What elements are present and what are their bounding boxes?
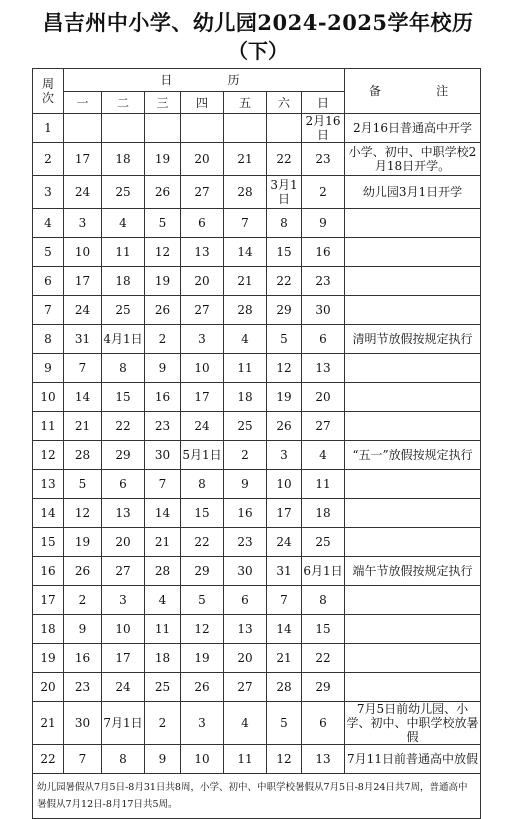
day-cell: 12 — [181, 615, 224, 644]
week-row — [33, 702, 481, 745]
week-note — [345, 209, 481, 238]
day-cell: 19 — [64, 528, 102, 557]
day-cell: 8 — [302, 586, 345, 615]
week-row — [33, 296, 481, 325]
week-note: 7月11日前普通高中放假 — [345, 745, 481, 774]
day-cell: 10 — [64, 238, 102, 267]
week-row — [33, 238, 481, 267]
day-header-fri: 五 — [224, 92, 267, 114]
day-cell: 6 — [302, 325, 345, 354]
day-cell — [64, 114, 102, 143]
week-number: 11 — [33, 412, 64, 441]
day-cell: 8 — [102, 745, 145, 774]
day-cell: 25 — [145, 673, 181, 702]
day-cell: 3 — [102, 586, 145, 615]
day-cell: 28 — [145, 557, 181, 586]
day-cell: 13 — [181, 238, 224, 267]
day-cell: 20 — [181, 143, 224, 176]
day-cell: 19 — [267, 383, 302, 412]
day-cell: 16 — [64, 644, 102, 673]
day-cell: 14 — [224, 238, 267, 267]
day-cell: 17 — [102, 644, 145, 673]
day-cell: 3 — [181, 702, 224, 745]
day-cell: 6 — [224, 586, 267, 615]
day-cell: 10 — [181, 745, 224, 774]
day-cell: 12 — [145, 238, 181, 267]
day-cell: 28 — [64, 441, 102, 470]
week-row — [33, 528, 481, 557]
day-cell: 28 — [224, 176, 267, 209]
week-note — [345, 470, 481, 499]
day-cell: 24 — [64, 176, 102, 209]
week-note: 幼儿园3月1日开学 — [345, 176, 481, 209]
day-cell: 27 — [302, 412, 345, 441]
day-cell: 25 — [224, 412, 267, 441]
day-cell: 20 — [181, 267, 224, 296]
day-cell: 4 — [302, 441, 345, 470]
week-number: 8 — [33, 325, 64, 354]
week-row — [33, 557, 481, 586]
day-cell: 18 — [145, 644, 181, 673]
day-cell: 4月1日 — [102, 325, 145, 354]
week-number: 9 — [33, 354, 64, 383]
week-row — [33, 499, 481, 528]
day-cell: 6 — [102, 470, 145, 499]
week-number: 21 — [33, 702, 64, 745]
day-cell: 15 — [267, 238, 302, 267]
day-cell: 9 — [64, 615, 102, 644]
day-cell: 14 — [64, 383, 102, 412]
day-cell: 27 — [181, 296, 224, 325]
day-cell: 13 — [224, 615, 267, 644]
day-cell: 23 — [302, 143, 345, 176]
day-cell: 13 — [302, 745, 345, 774]
week-row — [33, 209, 481, 238]
day-cell: 19 — [145, 143, 181, 176]
day-cell: 18 — [102, 267, 145, 296]
day-cell: 17 — [64, 143, 102, 176]
day-header-thu: 四 — [181, 92, 224, 114]
day-cell: 2 — [145, 702, 181, 745]
day-cell: 10 — [267, 470, 302, 499]
day-cell: 28 — [224, 296, 267, 325]
day-cell — [181, 114, 224, 143]
week-number: 14 — [33, 499, 64, 528]
day-cell: 31 — [267, 557, 302, 586]
day-cell: 17 — [267, 499, 302, 528]
day-header-wed: 三 — [145, 92, 181, 114]
day-cell — [267, 114, 302, 143]
week-note — [345, 644, 481, 673]
school-calendar-table — [32, 68, 481, 819]
week-column-header: 周 次 — [33, 69, 64, 114]
day-cell: 30 — [302, 296, 345, 325]
day-cell: 3 — [64, 209, 102, 238]
day-cell: 19 — [145, 267, 181, 296]
day-cell: 18 — [302, 499, 345, 528]
page-title: 昌吉州中小学、幼儿园2024-2025学年校历 — [42, 10, 474, 35]
header-row-top — [33, 69, 481, 92]
day-cell: 5 — [64, 470, 102, 499]
day-cell: 22 — [181, 528, 224, 557]
day-cell: 4 — [224, 325, 267, 354]
week-row — [33, 176, 481, 209]
day-cell: 16 — [145, 383, 181, 412]
day-cell: 4 — [102, 209, 145, 238]
day-cell: 25 — [302, 528, 345, 557]
week-row — [33, 644, 481, 673]
day-cell: 18 — [102, 143, 145, 176]
day-cell: 7 — [267, 586, 302, 615]
day-cell: 21 — [64, 412, 102, 441]
day-cell: 4 — [145, 586, 181, 615]
day-cell: 12 — [267, 354, 302, 383]
day-cell: 27 — [224, 673, 267, 702]
day-cell: 5 — [267, 325, 302, 354]
day-cell: 9 — [302, 209, 345, 238]
day-cell: 2月16日 — [302, 114, 345, 143]
day-cell: 6 — [181, 209, 224, 238]
day-cell: 29 — [302, 673, 345, 702]
week-row — [33, 745, 481, 774]
day-cell: 14 — [145, 499, 181, 528]
day-cell: 22 — [302, 644, 345, 673]
day-cell: 2 — [145, 325, 181, 354]
week-number: 4 — [33, 209, 64, 238]
week-number: 3 — [33, 176, 64, 209]
week-number: 2 — [33, 143, 64, 176]
notes-column-header: 备 注 — [345, 69, 481, 114]
day-header-sat: 六 — [267, 92, 302, 114]
week-number: 19 — [33, 644, 64, 673]
day-cell: 23 — [64, 673, 102, 702]
day-cell: 12 — [267, 745, 302, 774]
day-cell: 20 — [102, 528, 145, 557]
day-cell: 7 — [145, 470, 181, 499]
week-note — [345, 499, 481, 528]
day-cell: 16 — [224, 499, 267, 528]
week-note: 7月5日前幼儿园、小学、初中、中职学校放暑假 — [346, 702, 479, 744]
week-row — [33, 412, 481, 441]
week-row — [33, 470, 481, 499]
day-cell: 11 — [145, 615, 181, 644]
day-cell — [145, 114, 181, 143]
week-note: 2月16日普通高中开学 — [345, 114, 481, 143]
day-cell: 21 — [224, 143, 267, 176]
week-row — [33, 114, 481, 143]
day-cell: 30 — [145, 441, 181, 470]
day-cell: 31 — [64, 325, 102, 354]
day-cell: 23 — [302, 267, 345, 296]
day-cell: 26 — [145, 176, 181, 209]
day-cell: 26 — [267, 412, 302, 441]
week-note — [345, 673, 481, 702]
day-cell: 9 — [224, 470, 267, 499]
week-note — [345, 528, 481, 557]
vacation-footer-note: 幼儿园暑假从7月5日-8月31日共8周，小学、初中、中职学校暑假从7月5日-8月24日共7周，普通高中暑假从7月12日-8月17日共5周。 — [33, 774, 481, 819]
day-cell: 21 — [145, 528, 181, 557]
day-cell: 22 — [267, 267, 302, 296]
day-cell: 9 — [145, 354, 181, 383]
day-header-mon: 一 — [64, 92, 102, 114]
week-note — [345, 615, 481, 644]
day-cell: 25 — [102, 296, 145, 325]
day-cell: 3 — [181, 325, 224, 354]
calendar-column-header: 日 历 — [64, 69, 345, 92]
day-cell: 13 — [102, 499, 145, 528]
day-cell: 6月1日 — [302, 557, 345, 586]
day-cell: 11 — [224, 354, 267, 383]
day-cell: 15 — [102, 383, 145, 412]
day-cell: 23 — [145, 412, 181, 441]
day-cell: 21 — [267, 644, 302, 673]
week-row — [33, 615, 481, 644]
day-cell: 26 — [64, 557, 102, 586]
week-row — [33, 325, 481, 354]
week-note — [345, 238, 481, 267]
day-cell: 15 — [181, 499, 224, 528]
day-cell: 22 — [267, 143, 302, 176]
week-number: 18 — [33, 615, 64, 644]
day-cell: 11 — [224, 745, 267, 774]
day-cell: 8 — [102, 354, 145, 383]
week-number: 16 — [33, 557, 64, 586]
day-cell: 20 — [224, 644, 267, 673]
page-subtitle: （下） — [228, 39, 288, 63]
day-cell: 18 — [224, 383, 267, 412]
day-cell: 26 — [145, 296, 181, 325]
day-cell: 8 — [181, 470, 224, 499]
day-cell: 17 — [181, 383, 224, 412]
day-header-tue: 二 — [102, 92, 145, 114]
day-cell: 10 — [102, 615, 145, 644]
day-cell: 24 — [267, 528, 302, 557]
day-cell: 21 — [224, 267, 267, 296]
day-cell: 3月1日 — [267, 176, 302, 209]
week-row — [33, 143, 481, 176]
day-cell: 8 — [267, 209, 302, 238]
week-number: 22 — [33, 745, 64, 774]
day-cell: 2 — [302, 176, 345, 209]
week-row — [33, 267, 481, 296]
day-cell: 9 — [145, 745, 181, 774]
day-cell: 27 — [102, 557, 145, 586]
day-cell: 2 — [64, 586, 102, 615]
day-cell: 10 — [181, 354, 224, 383]
day-cell: 5 — [181, 586, 224, 615]
week-number: 10 — [33, 383, 64, 412]
day-cell: 29 — [267, 296, 302, 325]
day-cell: 13 — [302, 354, 345, 383]
day-cell: 7月1日 — [102, 702, 145, 745]
day-cell: 19 — [181, 644, 224, 673]
week-number: 13 — [33, 470, 64, 499]
week-number: 17 — [33, 586, 64, 615]
week-note — [345, 267, 481, 296]
day-cell: 7 — [64, 354, 102, 383]
week-row — [33, 354, 481, 383]
week-row — [33, 383, 481, 412]
week-note — [345, 296, 481, 325]
day-cell — [224, 114, 267, 143]
week-number: 15 — [33, 528, 64, 557]
week-row — [33, 441, 481, 470]
week-note: “五一”放假按规定执行 — [345, 441, 481, 470]
week-note: 小学、初中、中职学校2月18日开学。 — [345, 143, 481, 176]
day-cell: 15 — [302, 615, 345, 644]
week-note: 清明节放假按规定执行 — [345, 325, 481, 354]
day-cell: 5月1日 — [181, 441, 224, 470]
day-cell: 28 — [267, 673, 302, 702]
day-cell: 29 — [181, 557, 224, 586]
week-number: 5 — [33, 238, 64, 267]
day-cell: 24 — [181, 412, 224, 441]
day-cell: 5 — [145, 209, 181, 238]
day-cell: 30 — [224, 557, 267, 586]
week-row — [33, 586, 481, 615]
week-note — [345, 354, 481, 383]
week-number: 12 — [33, 441, 64, 470]
day-cell: 7 — [224, 209, 267, 238]
day-cell: 6 — [302, 702, 345, 745]
week-note: 端午节放假按规定执行 — [345, 557, 481, 586]
day-cell: 12 — [64, 499, 102, 528]
day-cell: 24 — [64, 296, 102, 325]
day-header-sun: 日 — [302, 92, 345, 114]
day-cell: 27 — [181, 176, 224, 209]
day-cell: 24 — [102, 673, 145, 702]
week-number: 1 — [33, 114, 64, 143]
week-note — [345, 586, 481, 615]
day-cell: 17 — [64, 267, 102, 296]
week-number: 7 — [33, 296, 64, 325]
week-note — [345, 412, 481, 441]
week-note — [345, 383, 481, 412]
day-cell: 22 — [102, 412, 145, 441]
day-cell: 11 — [102, 238, 145, 267]
footer-row — [33, 774, 481, 819]
day-cell: 5 — [267, 702, 302, 745]
day-cell — [102, 114, 145, 143]
week-row — [33, 673, 481, 702]
day-cell: 11 — [302, 470, 345, 499]
week-number: 20 — [33, 673, 64, 702]
day-cell: 7 — [64, 745, 102, 774]
day-cell: 16 — [302, 238, 345, 267]
day-cell: 26 — [181, 673, 224, 702]
day-cell: 4 — [224, 702, 267, 745]
day-cell: 30 — [64, 702, 102, 745]
day-cell: 3 — [267, 441, 302, 470]
week-number: 6 — [33, 267, 64, 296]
day-cell: 29 — [102, 441, 145, 470]
day-cell: 23 — [224, 528, 267, 557]
day-cell: 25 — [102, 176, 145, 209]
day-cell: 14 — [267, 615, 302, 644]
day-cell: 2 — [224, 441, 267, 470]
day-cell: 20 — [302, 383, 345, 412]
